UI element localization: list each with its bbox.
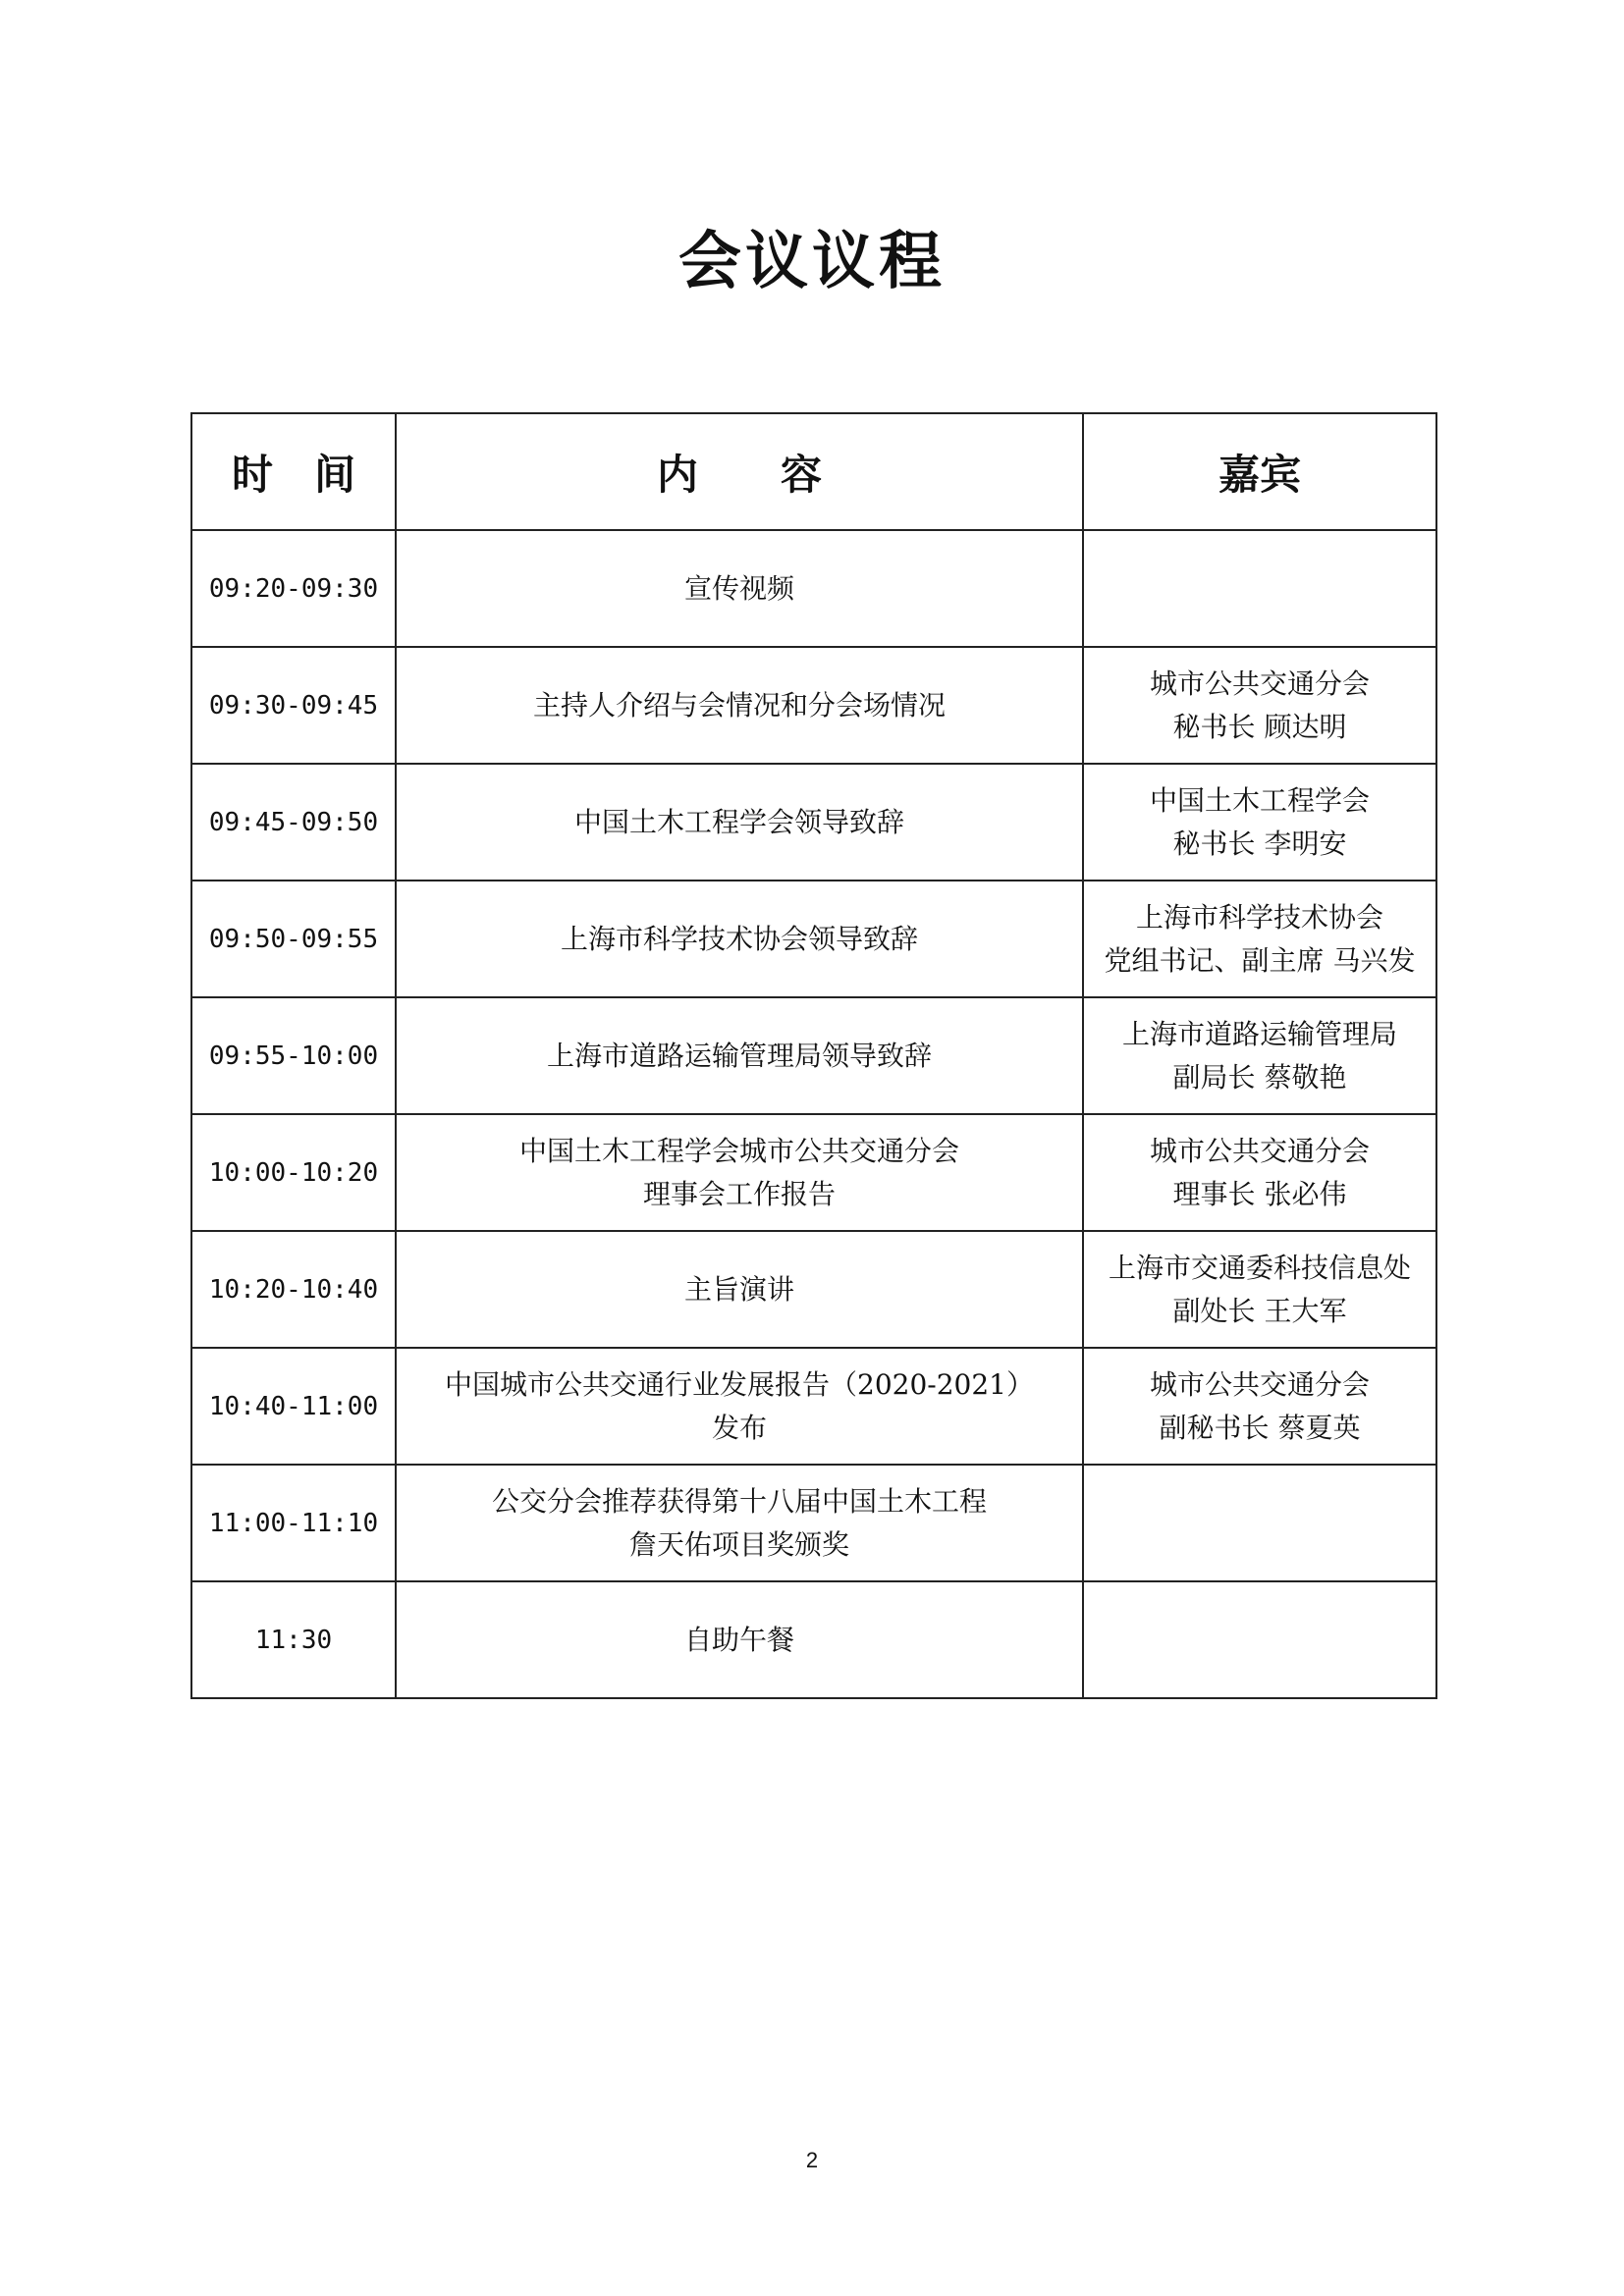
content-line: 上海市科学技术协会领导致辞 bbox=[560, 922, 918, 955]
guest-line: 理事长 张必伟 bbox=[1172, 1177, 1347, 1210]
row-guest bbox=[1083, 997, 1436, 1114]
row-content bbox=[396, 1231, 1083, 1348]
content-line: 主持人介绍与会情况和分会场情况 bbox=[532, 688, 946, 721]
content-line: 中国城市公共交通行业发展报告（2020-2021） bbox=[445, 1367, 1034, 1401]
row-time: 10:20-10:40 bbox=[191, 1231, 396, 1348]
row-time: 09:45-09:50 bbox=[191, 764, 396, 881]
row-time: 09:50-09:55 bbox=[191, 881, 396, 997]
header-guest: 嘉宾 bbox=[1083, 413, 1436, 530]
table-row bbox=[191, 764, 1436, 881]
row-content bbox=[396, 1581, 1083, 1698]
content-line: 宣传视频 bbox=[683, 571, 794, 605]
row-time: 09:30-09:45 bbox=[191, 647, 396, 764]
row-content bbox=[396, 530, 1083, 647]
content-line: 中国土木工程学会城市公共交通分会 bbox=[518, 1134, 959, 1167]
table-row bbox=[191, 1114, 1436, 1231]
content-line: 公交分会推荐获得第十八届中国土木工程 bbox=[491, 1484, 987, 1518]
guest-line: 城市公共交通分会 bbox=[1149, 1134, 1370, 1167]
guest-line: 党组书记、副主席 马兴发 bbox=[1104, 943, 1416, 977]
row-content bbox=[396, 1348, 1083, 1465]
content-line: 理事会工作报告 bbox=[642, 1177, 836, 1210]
page-title: 会议议程 bbox=[678, 225, 946, 298]
header-time: 时 间 bbox=[191, 413, 396, 530]
agenda-body bbox=[191, 530, 1436, 1698]
content-line: 自助午餐 bbox=[683, 1623, 794, 1656]
row-guest bbox=[1083, 1348, 1436, 1465]
row-guest bbox=[1083, 1465, 1436, 1581]
row-time: 10:40-11:00 bbox=[191, 1348, 396, 1465]
header-content: 内 容 bbox=[396, 413, 1083, 530]
row-content bbox=[396, 1114, 1083, 1231]
guest-line: 上海市科学技术协会 bbox=[1135, 900, 1383, 934]
table-row bbox=[191, 997, 1436, 1114]
guest-line: 副秘书长 蔡夏英 bbox=[1159, 1411, 1361, 1444]
row-time: 09:20-09:30 bbox=[191, 530, 396, 647]
guest-line: 中国土木工程学会 bbox=[1149, 783, 1370, 817]
table-row bbox=[191, 530, 1436, 647]
content-line: 发布 bbox=[711, 1411, 767, 1444]
content-line: 中国土木工程学会领导致辞 bbox=[573, 805, 904, 838]
table-row bbox=[191, 1581, 1436, 1698]
guest-line: 副处长 王大军 bbox=[1172, 1294, 1347, 1327]
table-row bbox=[191, 647, 1436, 764]
row-guest bbox=[1083, 1581, 1436, 1698]
table-row bbox=[191, 1465, 1436, 1581]
row-time: 09:55-10:00 bbox=[191, 997, 396, 1114]
agenda-table bbox=[190, 412, 1437, 1699]
row-guest bbox=[1083, 764, 1436, 881]
row-time: 11:30 bbox=[191, 1581, 396, 1698]
row-time: 10:00-10:20 bbox=[191, 1114, 396, 1231]
row-content bbox=[396, 997, 1083, 1114]
row-guest bbox=[1083, 530, 1436, 647]
row-content bbox=[396, 647, 1083, 764]
content-line: 上海市道路运输管理局领导致辞 bbox=[546, 1039, 932, 1072]
row-guest bbox=[1083, 881, 1436, 997]
table-row bbox=[191, 881, 1436, 997]
guest-line: 副局长 蔡敬艳 bbox=[1172, 1060, 1347, 1094]
content-line: 主旨演讲 bbox=[683, 1272, 794, 1306]
row-content bbox=[396, 1465, 1083, 1581]
guest-line: 城市公共交通分会 bbox=[1149, 667, 1370, 700]
table-header-row bbox=[191, 413, 1436, 530]
row-content bbox=[396, 764, 1083, 881]
page-number: 2 bbox=[805, 2148, 819, 2172]
guest-line: 上海市道路运输管理局 bbox=[1121, 1017, 1397, 1050]
row-guest bbox=[1083, 1231, 1436, 1348]
content-line: 詹天佑项目奖颁奖 bbox=[628, 1527, 849, 1561]
row-time: 11:00-11:10 bbox=[191, 1465, 396, 1581]
guest-line: 秘书长 李明安 bbox=[1172, 827, 1347, 860]
row-guest bbox=[1083, 1114, 1436, 1231]
guest-line: 秘书长 顾达明 bbox=[1172, 710, 1347, 743]
guest-line: 上海市交通委科技信息处 bbox=[1108, 1251, 1411, 1284]
guest-line: 城市公共交通分会 bbox=[1149, 1367, 1370, 1401]
row-content bbox=[396, 881, 1083, 997]
table-row bbox=[191, 1231, 1436, 1348]
table-row bbox=[191, 1348, 1436, 1465]
row-guest bbox=[1083, 647, 1436, 764]
